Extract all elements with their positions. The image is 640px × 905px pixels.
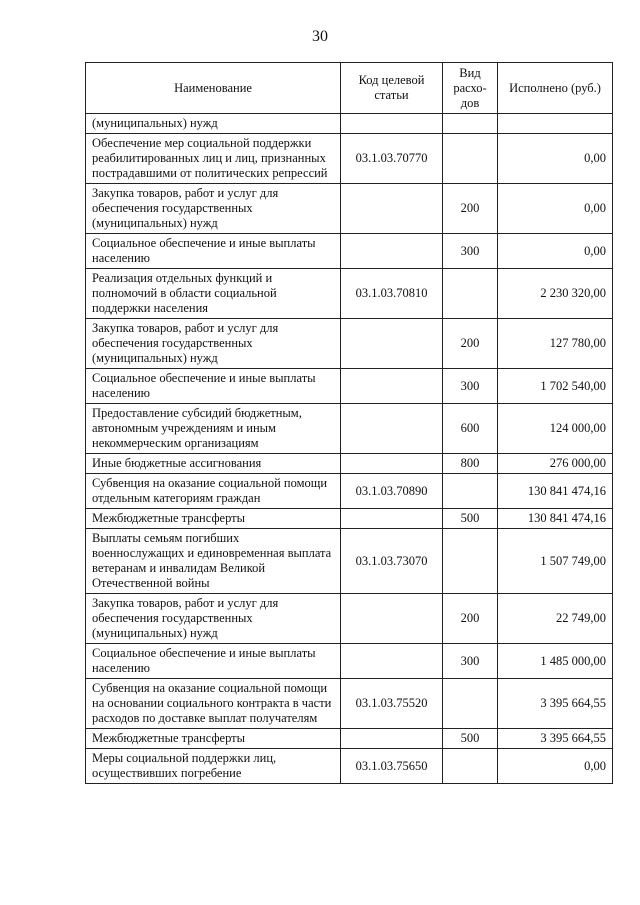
cell-sum: 0,00 — [498, 749, 613, 784]
cell-sum: 276 000,00 — [498, 454, 613, 474]
cell-name: Закупка товаров, работ и услуг для обеспечения государственных (муниципальных) нужд — [86, 594, 341, 644]
cell-kind — [443, 474, 498, 509]
table-row — [86, 594, 613, 644]
cell-name: (муниципальных) нужд — [86, 114, 341, 134]
table-row — [86, 474, 613, 509]
table-row — [86, 679, 613, 729]
cell-kind: 200 — [443, 184, 498, 234]
cell-name: Межбюджетные трансферты — [86, 729, 341, 749]
cell-name: Выплаты семьям погибших военнослужащих и единовременная выплата ветеранам и инвалидам Великой Отечественной войны — [86, 529, 341, 594]
cell-sum: 130 841 474,16 — [498, 474, 613, 509]
table-row — [86, 269, 613, 319]
cell-sum: 0,00 — [498, 184, 613, 234]
table-row — [86, 729, 613, 749]
cell-sum: 1 702 540,00 — [498, 369, 613, 404]
cell-code — [341, 729, 443, 749]
header-code: Код целевой статьи — [341, 63, 443, 114]
cell-code — [341, 369, 443, 404]
cell-kind — [443, 114, 498, 134]
cell-code — [341, 184, 443, 234]
cell-name: Межбюджетные трансферты — [86, 509, 341, 529]
table-header-row — [86, 63, 613, 114]
cell-name: Социальное обеспечение и иные выплаты населению — [86, 644, 341, 679]
cell-code: 03.1.03.75650 — [341, 749, 443, 784]
cell-code — [341, 114, 443, 134]
cell-kind: 300 — [443, 644, 498, 679]
header-kind: Вид расхо-дов — [443, 63, 498, 114]
table-row — [86, 404, 613, 454]
cell-sum: 124 000,00 — [498, 404, 613, 454]
cell-name: Социальное обеспечение и иные выплаты населению — [86, 369, 341, 404]
cell-name: Социальное обеспечение и иные выплаты населению — [86, 234, 341, 269]
cell-sum: 2 230 320,00 — [498, 269, 613, 319]
page-number: 30 — [312, 28, 328, 45]
table-row — [86, 184, 613, 234]
cell-name: Обеспечение мер социальной поддержки реабилитированных лиц и лиц, признанных пострадавшими от политических репрессий — [86, 134, 341, 184]
cell-name: Предоставление субсидий бюджетным, автономным учреждениям и иным некоммерческим организациям — [86, 404, 341, 454]
cell-sum: 0,00 — [498, 134, 613, 184]
cell-code — [341, 454, 443, 474]
cell-sum: 1 507 749,00 — [498, 529, 613, 594]
cell-kind: 200 — [443, 594, 498, 644]
cell-name: Закупка товаров, работ и услуг для обеспечения государственных (муниципальных) нужд — [86, 319, 341, 369]
cell-kind: 300 — [443, 369, 498, 404]
cell-kind — [443, 749, 498, 784]
cell-kind: 500 — [443, 509, 498, 529]
cell-code — [341, 234, 443, 269]
cell-name: Субвенция на оказание социальной помощи отдельным категориям граждан — [86, 474, 341, 509]
cell-kind — [443, 529, 498, 594]
cell-name: Иные бюджетные ассигнования — [86, 454, 341, 474]
cell-kind: 300 — [443, 234, 498, 269]
header-sum: Исполнено (руб.) — [498, 63, 613, 114]
cell-code — [341, 319, 443, 369]
cell-kind: 600 — [443, 404, 498, 454]
cell-kind — [443, 134, 498, 184]
cell-code — [341, 509, 443, 529]
table-row — [86, 369, 613, 404]
table-body — [86, 114, 613, 784]
cell-code: 03.1.03.73070 — [341, 529, 443, 594]
cell-kind: 200 — [443, 319, 498, 369]
cell-kind — [443, 269, 498, 319]
table-row — [86, 319, 613, 369]
cell-code: 03.1.03.70890 — [341, 474, 443, 509]
cell-sum — [498, 114, 613, 134]
cell-code: 03.1.03.70810 — [341, 269, 443, 319]
cell-code — [341, 594, 443, 644]
table-row — [86, 749, 613, 784]
cell-sum: 130 841 474,16 — [498, 509, 613, 529]
expenditure-table — [85, 62, 613, 784]
cell-sum: 3 395 664,55 — [498, 729, 613, 749]
cell-code: 03.1.03.75520 — [341, 679, 443, 729]
table-row — [86, 234, 613, 269]
cell-name: Субвенция на оказание социальной помощи на основании социального контракта в части расходов по доставке выплат получателям — [86, 679, 341, 729]
cell-name: Меры социальной поддержки лиц, осуществивших погребение — [86, 749, 341, 784]
table-row — [86, 644, 613, 679]
cell-code: 03.1.03.70770 — [341, 134, 443, 184]
cell-code — [341, 404, 443, 454]
cell-sum: 3 395 664,55 — [498, 679, 613, 729]
cell-sum: 0,00 — [498, 234, 613, 269]
table-row — [86, 509, 613, 529]
cell-kind: 800 — [443, 454, 498, 474]
cell-name: Закупка товаров, работ и услуг для обеспечения государственных (муниципальных) нужд — [86, 184, 341, 234]
cell-name: Реализация отдельных функций и полномочий в области социальной поддержки населения — [86, 269, 341, 319]
table-row — [86, 114, 613, 134]
table-row — [86, 454, 613, 474]
cell-kind: 500 — [443, 729, 498, 749]
table-row — [86, 529, 613, 594]
cell-sum: 127 780,00 — [498, 319, 613, 369]
header-name: Наименование — [86, 63, 341, 114]
table-row — [86, 134, 613, 184]
cell-code — [341, 644, 443, 679]
cell-kind — [443, 679, 498, 729]
cell-sum: 1 485 000,00 — [498, 644, 613, 679]
cell-sum: 22 749,00 — [498, 594, 613, 644]
